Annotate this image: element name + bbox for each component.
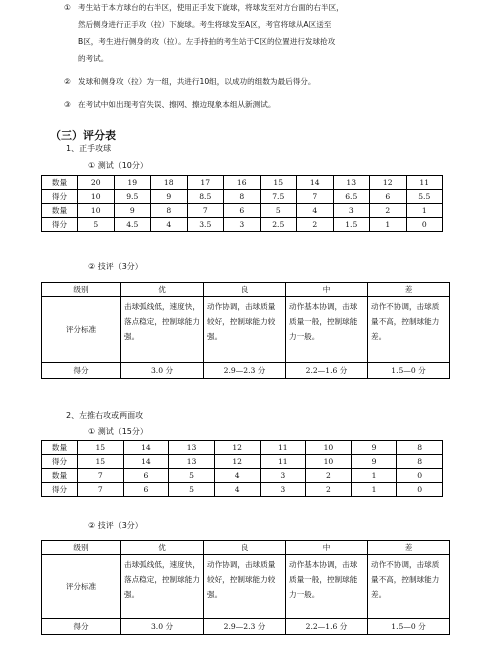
table-cell: 7: [187, 204, 224, 218]
criteria-label: 评分标准: [42, 297, 121, 363]
table-cell: 4: [214, 483, 260, 497]
part2-tech-table: [41, 540, 450, 635]
table-cell: 7: [297, 190, 334, 204]
table-cell: 0: [406, 218, 443, 232]
table-cell: 4: [297, 204, 334, 218]
instruction-number: ②: [64, 77, 71, 86]
table-cell: 9: [351, 441, 397, 455]
criteria-cell: 动作不协调，击球质量不高，控制球能力差。: [368, 555, 450, 619]
score-label: 得分: [42, 363, 121, 379]
table-cell: 5: [169, 469, 215, 483]
row-label: 数量: [42, 176, 78, 190]
row-label: 得分: [42, 483, 78, 497]
table-cell: 15: [260, 176, 297, 190]
table-cell: 12: [214, 441, 260, 455]
header-cell: 中: [286, 541, 368, 555]
table-cell: 1.5: [333, 218, 370, 232]
part1-heading: 1、正手攻球: [66, 144, 112, 153]
table-cell: 20: [78, 176, 115, 190]
score-cell: 1.5—0 分: [368, 363, 450, 379]
table-cell: 11: [260, 441, 306, 455]
score-cell: 2.9—2.3 分: [204, 619, 286, 635]
instruction-line: [64, 97, 484, 113]
table-cell: 15: [78, 455, 124, 469]
table-cell: 6.5: [333, 190, 370, 204]
table-cell: 11: [260, 455, 306, 469]
table-row: [42, 190, 443, 204]
table-row: [42, 469, 443, 483]
table-cell: 0: [397, 483, 443, 497]
table-cell: 4: [214, 469, 260, 483]
table-cell: 3: [260, 469, 306, 483]
part2-test-label: ① 测试（15分）: [88, 427, 148, 436]
table-row: [42, 541, 450, 555]
instruction-text: 考生站于本方球台的右半区，使用正手发下旋球，将球发至对方台面的右半区，: [78, 3, 344, 12]
table-cell: 12: [370, 176, 407, 190]
table-cell: 12: [214, 455, 260, 469]
table-cell: 2.5: [260, 218, 297, 232]
instruction-text: 发球和侧身攻（拉）为一组，共进行10组，以成功的组数为最后得分。: [78, 77, 316, 86]
table-cell: 9: [351, 455, 397, 469]
header-cell: 差: [368, 283, 450, 297]
table-row: [42, 204, 443, 218]
criteria-cell: 动作协调，击球质量较好，控制球能力较强。: [204, 555, 286, 619]
table-cell: 2: [306, 469, 352, 483]
table-cell: 15: [78, 441, 124, 455]
instruction-line: [64, 17, 484, 33]
table-row: [42, 176, 443, 190]
table-row: [42, 619, 450, 635]
table-cell: 2: [297, 218, 334, 232]
table-cell: 8: [397, 441, 443, 455]
criteria-cell: 击球弧线低，速度快，落点稳定，控制球能力强。: [121, 555, 204, 619]
table-cell: 10: [306, 455, 352, 469]
table-row: [42, 555, 450, 619]
row-label: 数量: [42, 469, 78, 483]
table-cell: 2: [306, 483, 352, 497]
part1-test-label: ① 测试（10分）: [88, 161, 148, 170]
table-cell: 8: [151, 204, 188, 218]
table-row: [42, 483, 443, 497]
criteria-cell: 动作基本协调，击球质量一般，控制球能力一般。: [286, 297, 368, 363]
instruction-line: [64, 51, 484, 67]
table-row: [42, 283, 450, 297]
table-cell: 7: [78, 469, 124, 483]
header-cell: 级别: [42, 283, 121, 297]
score-cell: 2.2—1.6 分: [286, 619, 368, 635]
table-cell: 16: [224, 176, 261, 190]
table-cell: 1: [370, 218, 407, 232]
instruction-text: 的考试。: [78, 54, 109, 63]
table-cell: 3: [224, 218, 261, 232]
table-cell: 8: [397, 455, 443, 469]
table-cell: 10: [78, 190, 115, 204]
table-row: [42, 363, 450, 379]
instruction-text: 在考试中如出现考官失误、擦网、擦边现象本组从新测试。: [78, 100, 276, 109]
row-label: 得分: [42, 218, 78, 232]
row-label: 得分: [42, 455, 78, 469]
table-cell: 6: [224, 204, 261, 218]
row-label: 得分: [42, 190, 78, 204]
part2-tech-label: ② 技评（3分）: [88, 521, 143, 530]
row-label: 数量: [42, 204, 78, 218]
table-cell: 6: [123, 483, 169, 497]
instruction-text: 然后侧身进行正手攻（拉）下旋球。考生将球发至A区，考官将球从A区送至: [78, 20, 332, 29]
score-cell: 3.0 分: [121, 363, 204, 379]
table-cell: 9: [151, 190, 188, 204]
header-cell: 良: [204, 541, 286, 555]
table-cell: 5.5: [406, 190, 443, 204]
table-cell: 9: [114, 204, 151, 218]
table-cell: 1: [351, 469, 397, 483]
instruction-number: ①: [64, 3, 71, 12]
table-cell: 14: [297, 176, 334, 190]
table-cell: 1: [406, 204, 443, 218]
table-cell: 10: [306, 441, 352, 455]
part2-test-table: [41, 440, 443, 497]
table-cell: 9.5: [114, 190, 151, 204]
table-cell: 4.5: [114, 218, 151, 232]
table-cell: 7: [78, 483, 124, 497]
table-cell: 5: [78, 218, 115, 232]
header-cell: 优: [121, 283, 204, 297]
section-title: （三）评分表: [50, 129, 116, 142]
header-cell: 级别: [42, 541, 121, 555]
header-cell: 差: [368, 541, 450, 555]
instruction-line: [64, 34, 484, 50]
criteria-cell: 动作基本协调，击球质量一般，控制球能力一般。: [286, 555, 368, 619]
instruction-line: [64, 74, 484, 90]
criteria-cell: 击球弧线低，速度快，落点稳定，控制球能力强。: [121, 297, 204, 363]
score-cell: 2.2—1.6 分: [286, 363, 368, 379]
header-cell: 优: [121, 541, 204, 555]
table-cell: 2: [370, 204, 407, 218]
table-cell: 5: [169, 483, 215, 497]
table-row: [42, 218, 443, 232]
table-cell: 14: [123, 455, 169, 469]
score-label: 得分: [42, 619, 121, 635]
row-label: 数量: [42, 441, 78, 455]
table-cell: 13: [333, 176, 370, 190]
table-row: [42, 297, 450, 363]
header-cell: 中: [286, 283, 368, 297]
table-cell: 6: [123, 469, 169, 483]
table-cell: 8: [224, 190, 261, 204]
table-cell: 11: [406, 176, 443, 190]
table-cell: 6: [370, 190, 407, 204]
score-cell: 3.0 分: [121, 619, 204, 635]
table-cell: 3: [333, 204, 370, 218]
instruction-text: B区，考生进行侧身的攻（拉）。左手持拍的考生站于C区的位置进行发球抢攻: [78, 37, 336, 46]
table-cell: 5: [260, 204, 297, 218]
table-cell: 8.5: [187, 190, 224, 204]
header-cell: 良: [204, 283, 286, 297]
table-cell: 10: [78, 204, 115, 218]
table-cell: 18: [151, 176, 188, 190]
table-cell: 0: [397, 469, 443, 483]
part1-test-table: [41, 175, 443, 232]
table-row: [42, 441, 443, 455]
table-cell: 13: [169, 455, 215, 469]
score-cell: 2.9—2.3 分: [204, 363, 286, 379]
criteria-label: 评分标准: [42, 555, 121, 619]
table-row: [42, 455, 443, 469]
part1-tech-table: [41, 282, 450, 379]
table-cell: 7.5: [260, 190, 297, 204]
criteria-cell: 动作协调，击球质量较好，控制球能力较强。: [204, 297, 286, 363]
table-cell: 3: [260, 483, 306, 497]
table-cell: 3.5: [187, 218, 224, 232]
score-cell: 1.5—0 分: [368, 619, 450, 635]
instruction-line: [64, 0, 484, 16]
table-cell: 4: [151, 218, 188, 232]
instruction-number: ③: [64, 100, 71, 109]
criteria-cell: 动作不协调，击球质量不高，控制球能力差。: [368, 297, 450, 363]
part1-tech-label: ② 技评（3分）: [88, 262, 143, 271]
table-cell: 1: [351, 483, 397, 497]
table-cell: 17: [187, 176, 224, 190]
table-cell: 14: [123, 441, 169, 455]
table-cell: 13: [169, 441, 215, 455]
table-cell: 19: [114, 176, 151, 190]
part2-heading: 2、左推右攻或两面攻: [66, 411, 144, 420]
